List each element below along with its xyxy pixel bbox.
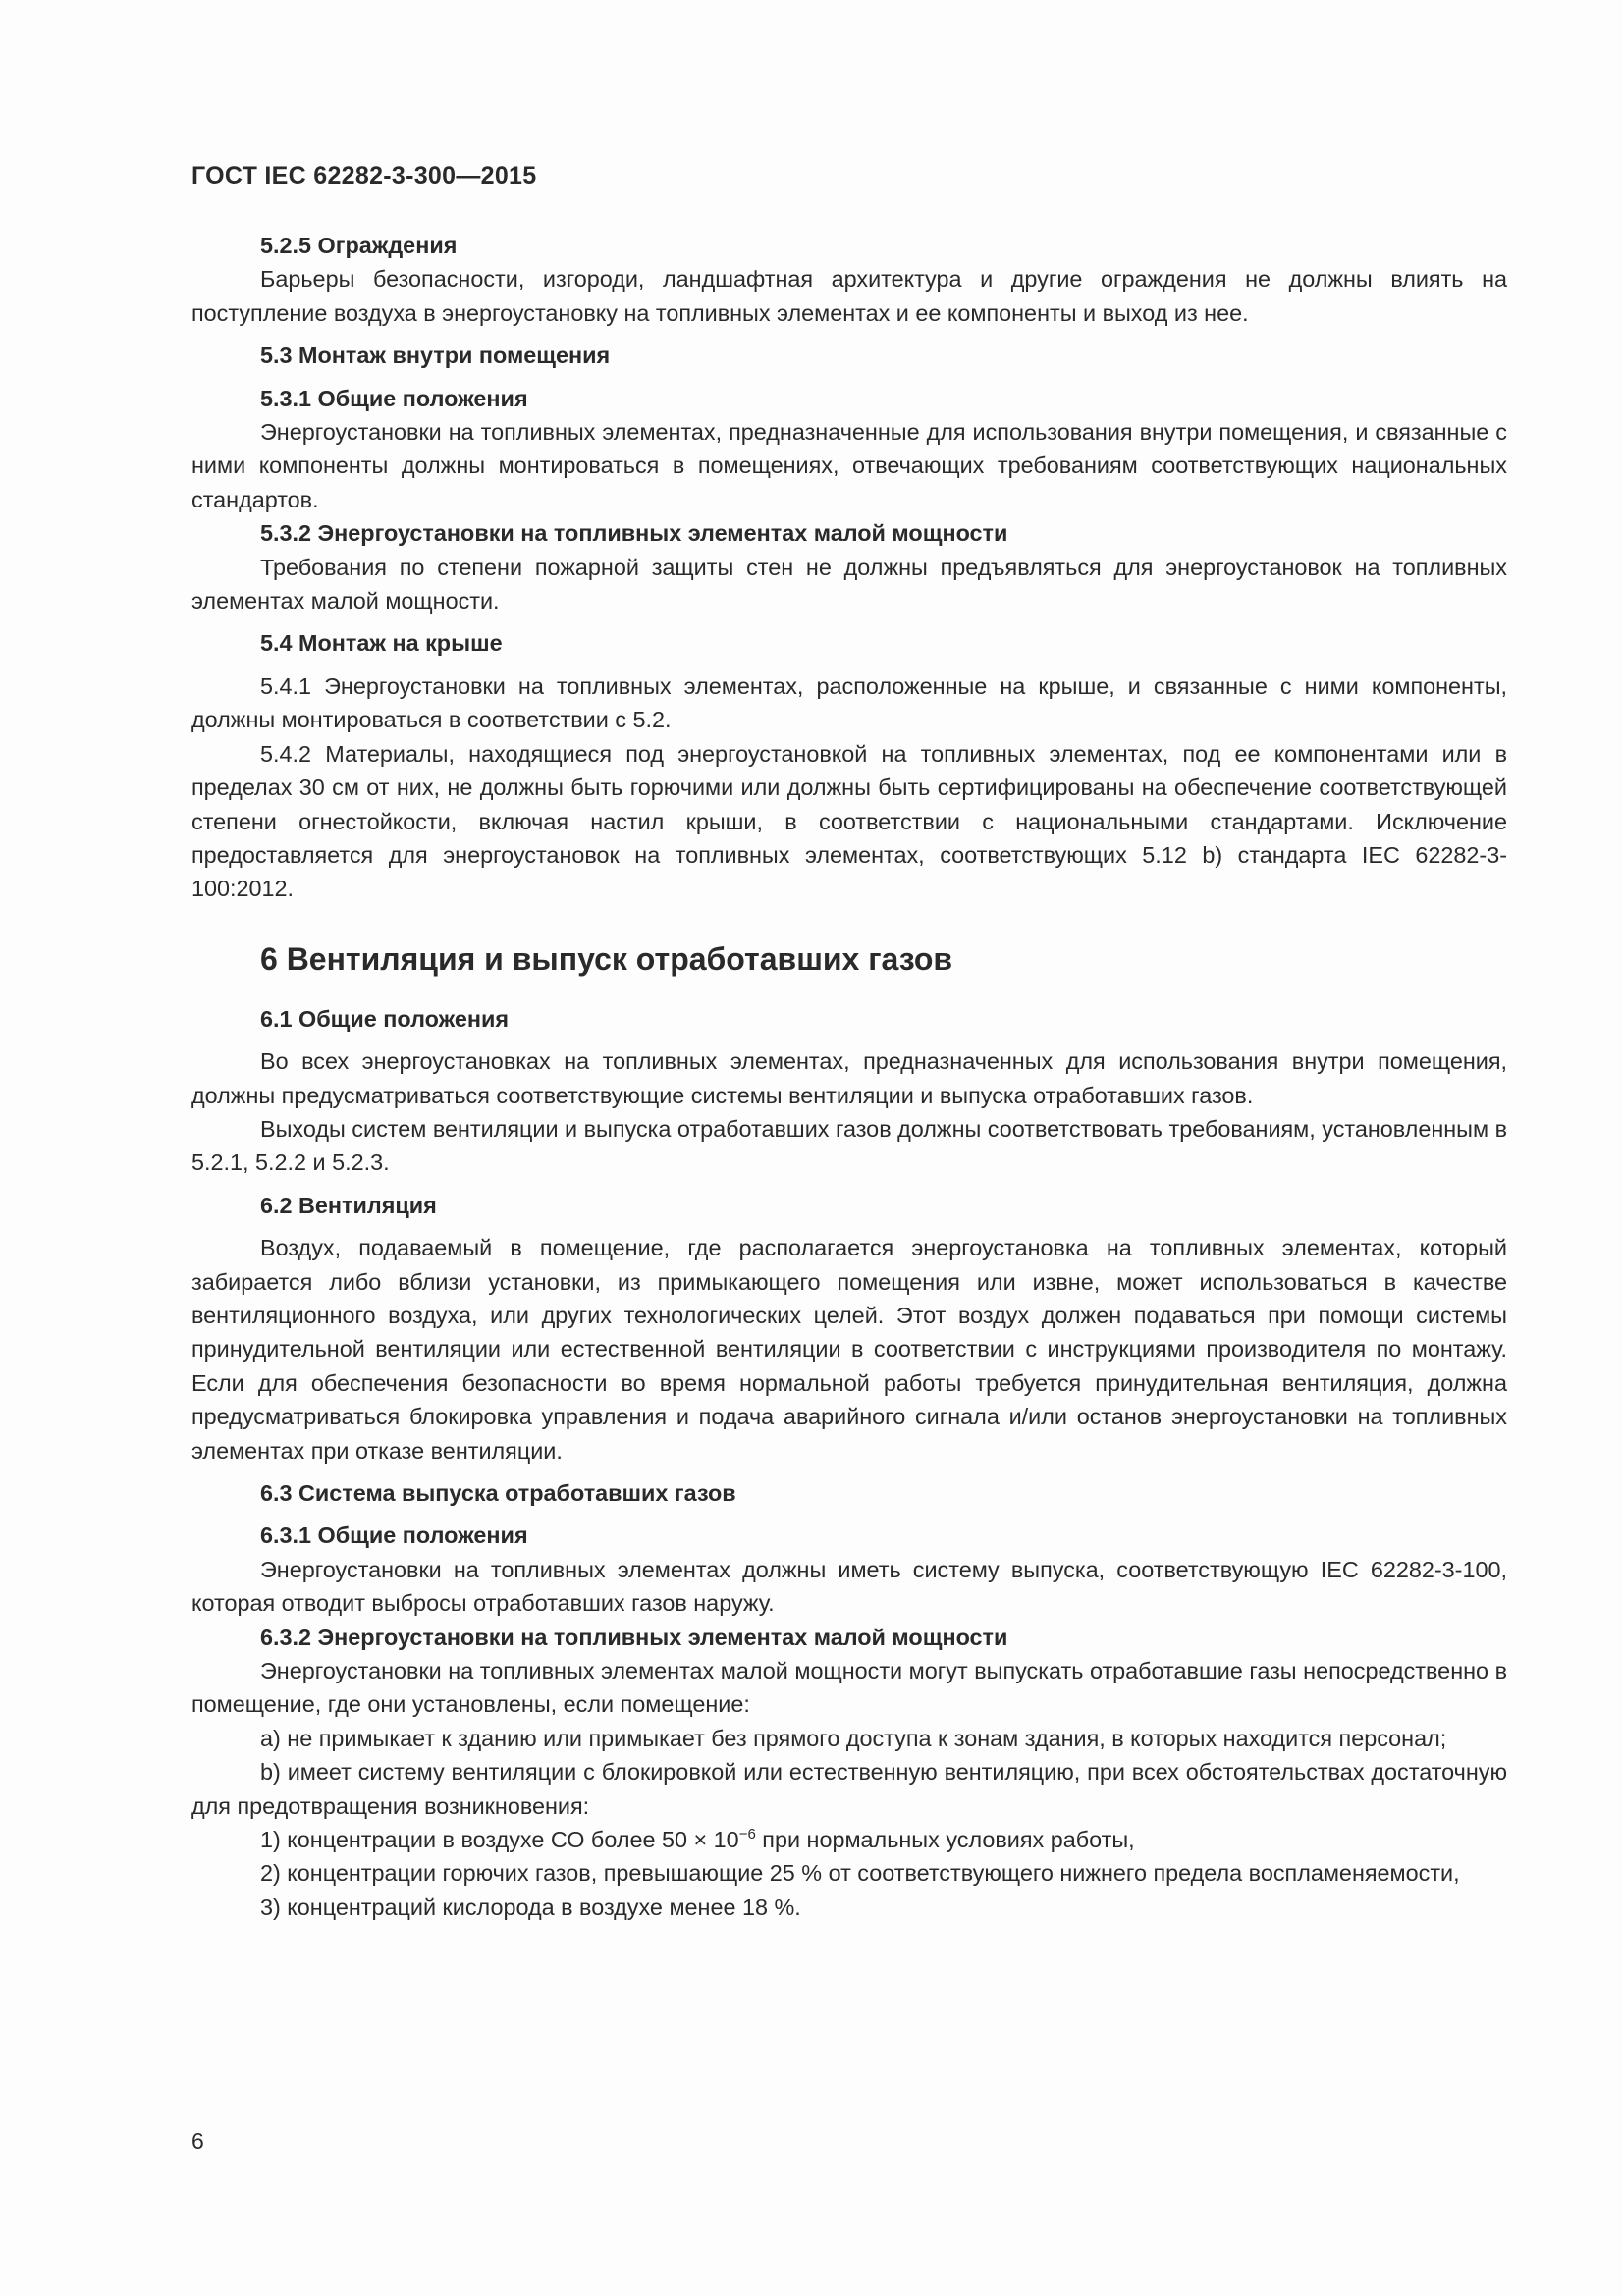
exponent: −6: [738, 1826, 756, 1843]
heading-6-3-2: 6.3.2 Энергоустановки на топливных элементах малой мощности: [260, 1624, 1008, 1650]
paragraph-6-2: Воздух, подаваемый в помещение, где располагается энергоустановка на топливных элементах, который забирается либо вблизи установки, из примыкающего помещения или извне, может использоваться в качестве вентиляционного воздуха, или других технологических целей. Этот воздух должен подаваться при помощи системы принудительной вентиляции или естественной вентиляции в соответствии с инструкциями производителя по монтажу. Если для обеспечения безопасности во время нормальной работы требуется принудительная вентиляция, должна предусматриваться блокировка управления и подача аварийного сигнала и/или останов энергоустановки на топливных элементах при отказе вентиляции.: [191, 1235, 1507, 1464]
list-item-1-post: при нормальных условиях работы,: [755, 1827, 1135, 1853]
list-item-3: 3) концентраций кислорода в воздухе менее 18 %.: [260, 1894, 801, 1920]
paragraph-5-4-1: 5.4.1 Энергоустановки на топливных элементах, расположенные на крыше, и связанные с ними компоненты, должны монтироваться в соответствии с 5.2.: [191, 672, 1507, 733]
heading-section-6: 6 Вентиляция и выпуск отработавших газов: [260, 940, 953, 977]
heading-5-4: 5.4 Монтаж на крыше: [260, 630, 503, 657]
paragraph-5-2-5: Барьеры безопасности, изгороди, ландшафтная архитектура и другие ограждения не должны влиять на поступление воздуха в энергоустановку на топливных элементах и ее компоненты и выход из нее.: [191, 266, 1507, 326]
heading-6-3-1: 6.3.1 Общие положения: [260, 1522, 528, 1549]
heading-5-3-1: 5.3.1 Общие положения: [260, 385, 528, 411]
list-item-2: 2) концентрации горючих газов, превышающие 25 % от соответствующего нижнего предела воспламеняемости,: [260, 1860, 1460, 1887]
document-body: [191, 229, 1507, 1924]
heading-6-1: 6.1 Общие положения: [260, 1005, 510, 1032]
list-item-1-pre: 1) концентрации в воздухе СО более 50 × 10: [260, 1827, 739, 1853]
list-item-1: [191, 1823, 1507, 1856]
paragraph-6-1-a: Во всех энергоустановках на топливных элементах, предназначенных для использования внутри помещения, должны предусматриваться соответствующие системы вентиляции и выпуска отработавших газов.: [191, 1048, 1507, 1108]
paragraph-6-1-b: Выходы систем вентиляции и выпуска отработавших газов должны соответствовать требованиям, установленным в 5.2.1, 5.2.2 и 5.2.3.: [191, 1115, 1507, 1176]
heading-5-2-5: 5.2.5 Ограждения: [260, 233, 458, 258]
list-item-a: a) не примыкает к зданию или примыкает без прямого доступа к зонам здания, в которых находится персонал;: [260, 1725, 1447, 1751]
heading-6-3: 6.3 Система выпуска отработавших газов: [260, 1480, 736, 1506]
paragraph-6-3-1: Энергоустановки на топливных элементах должны иметь систему выпуска, соответствующую IEC 62282-3-100, которая отводит выбросы отработавших газов наружу.: [191, 1556, 1507, 1617]
heading-5-3-2: 5.3.2 Энергоустановки на топливных элементах малой мощности: [260, 520, 1008, 547]
heading-5-3: 5.3 Монтаж внутри помещения: [260, 343, 611, 369]
paragraph-5-3-2: Требования по степени пожарной защиты стен не должны предъявляться для энергоустановок на топливных элементах малой мощности.: [191, 554, 1507, 614]
document-header: ГОСТ IEC 62282-3-300—2015: [191, 162, 537, 189]
paragraph-5-3-1: Энергоустановки на топливных элементах, предназначенные для использования внутри помещения, и связанные с ними компоненты должны монтироваться в помещениях, отвечающих требованиям соответствующих национальных стандартов.: [191, 419, 1507, 512]
paragraph-6-3-2: Энергоустановки на топливных элементах малой мощности могут выпускать отработавшие газы непосредственно в помещение, где они установлены, если помещение:: [191, 1658, 1507, 1718]
list-item-b: b) имеет систему вентиляции с блокировкой или естественную вентиляцию, при всех обстоятельствах достаточную для предотвращения возникновения:: [191, 1759, 1507, 1819]
page-number: 6: [191, 2128, 204, 2154]
paragraph-5-4-2: 5.4.2 Материалы, находящиеся под энергоустановкой на топливных элементах, под ее компонентами или в пределах 30 см от них, не должны быть горючими или должны быть сертифицированы на обеспечение соответствующей степени огнестойкости, включая настил крыши, в соответствии с национальными стандартами. Исключение предоставляется для энергоустановок на топливных элементах, соответствующих 5.12 b) стандарта IEC 62282-3-100:2012.: [191, 740, 1508, 902]
heading-6-2: 6.2 Вентиляция: [260, 1192, 437, 1218]
